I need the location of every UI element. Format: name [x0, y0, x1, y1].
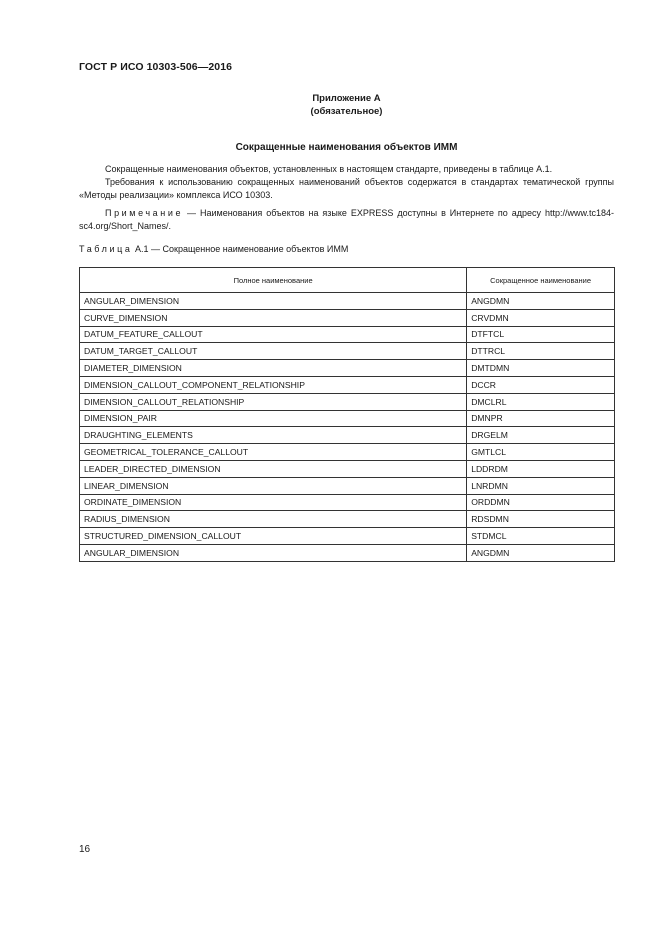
annex-status: (обязательное) [310, 106, 383, 117]
short-name-cell: ANGDMN [467, 293, 615, 310]
short-name-cell: DTTRCL [467, 343, 615, 360]
table-row [80, 460, 615, 477]
full-name-cell: ANGULAR_DIMENSION [80, 293, 467, 310]
full-name-cell: LINEAR_DIMENSION [80, 477, 467, 494]
full-name-cell: DATUM_FEATURE_CALLOUT [80, 326, 467, 343]
full-name-cell: STRUCTURED_DIMENSION_CALLOUT [80, 528, 467, 545]
table-row [80, 393, 615, 410]
table-row [80, 309, 615, 326]
short-name-cell: DMCLRL [467, 393, 615, 410]
short-name-cell: DTFTCL [467, 326, 615, 343]
annex-heading [0, 92, 661, 118]
page-number: 16 [79, 844, 91, 855]
full-name-cell: DIMENSION_CALLOUT_RELATIONSHIP [80, 393, 467, 410]
section-title: Сокращенные наименования объектов ИММ [235, 142, 458, 153]
full-name-cell: ANGULAR_DIMENSION [80, 544, 467, 561]
short-name-cell: ORDDMN [467, 494, 615, 511]
table-row [80, 410, 615, 427]
table-row [80, 544, 615, 561]
short-name-cell: CRVDMN [467, 309, 615, 326]
full-name-cell: LEADER_DIRECTED_DIMENSION [80, 460, 467, 477]
table-row [80, 477, 615, 494]
table-row [80, 343, 615, 360]
table-row [80, 293, 615, 310]
standard-designation: ГОСТ Р ИСО 10303-506—2016 [79, 61, 233, 73]
table-row [80, 427, 615, 444]
short-name-cell: LDDRDM [467, 460, 615, 477]
table-caption [79, 244, 348, 254]
short-name-cell: GMTLCL [467, 444, 615, 461]
short-name-cell: DMNPR [467, 410, 615, 427]
short-name-cell: DCCR [467, 376, 615, 393]
full-name-cell: DIAMETER_DIMENSION [80, 360, 467, 377]
full-name-cell: DRAUGHTING_ELEMENTS [80, 427, 467, 444]
paragraph-requirements: Требования к использованию сокращенных наименований объектов содержатся в стандартах тематической группы «Методы реализации» комплекса ИСО 10303. [79, 177, 614, 200]
column-header-full-name: Полное наименование [80, 268, 467, 293]
full-name-cell: GEOMETRICAL_TOLERANCE_CALLOUT [80, 444, 467, 461]
table-row [80, 444, 615, 461]
short-name-cell: STDMCL [467, 528, 615, 545]
full-name-cell: ORDINATE_DIMENSION [80, 494, 467, 511]
full-name-cell: DIMENSION_PAIR [80, 410, 467, 427]
column-header-short-name: Сокращенное наименование [467, 268, 615, 293]
short-name-cell: RDSDMN [467, 511, 615, 528]
table-row [80, 511, 615, 528]
short-name-cell: ANGDMN [467, 544, 615, 561]
abbreviations-table [79, 267, 615, 562]
full-name-cell: DIMENSION_CALLOUT_COMPONENT_RELATIONSHIP [80, 376, 467, 393]
note-label: Примечание [105, 208, 184, 218]
full-name-cell: DATUM_TARGET_CALLOUT [80, 343, 467, 360]
full-name-cell: RADIUS_DIMENSION [80, 511, 467, 528]
table-row [80, 326, 615, 343]
short-name-cell: DMTDMN [467, 360, 615, 377]
short-name-cell: LNRDMN [467, 477, 615, 494]
table-row [80, 528, 615, 545]
table-row [80, 376, 615, 393]
short-name-cell: DRGELM [467, 427, 615, 444]
table-caption-text: А.1 — Сокращенное наименование объектов ИММ [132, 244, 349, 254]
note-paragraph [79, 207, 614, 232]
paragraph-table-reference: Сокращенные наименования объектов, установленных в настоящем стандарте, приведены в таблице А.1. [105, 164, 553, 174]
table-row [80, 494, 615, 511]
table-row [80, 360, 615, 377]
full-name-cell: CURVE_DIMENSION [80, 309, 467, 326]
table-caption-label: Таблица [79, 244, 133, 254]
table-header-row [80, 268, 615, 293]
note-text: — Наименования объектов на языке EXPRESS доступны в Интернете по адресу http://www.tc184-sc4.org/Short_Names/. [79, 208, 614, 231]
annex-title: Приложение А [312, 93, 381, 104]
